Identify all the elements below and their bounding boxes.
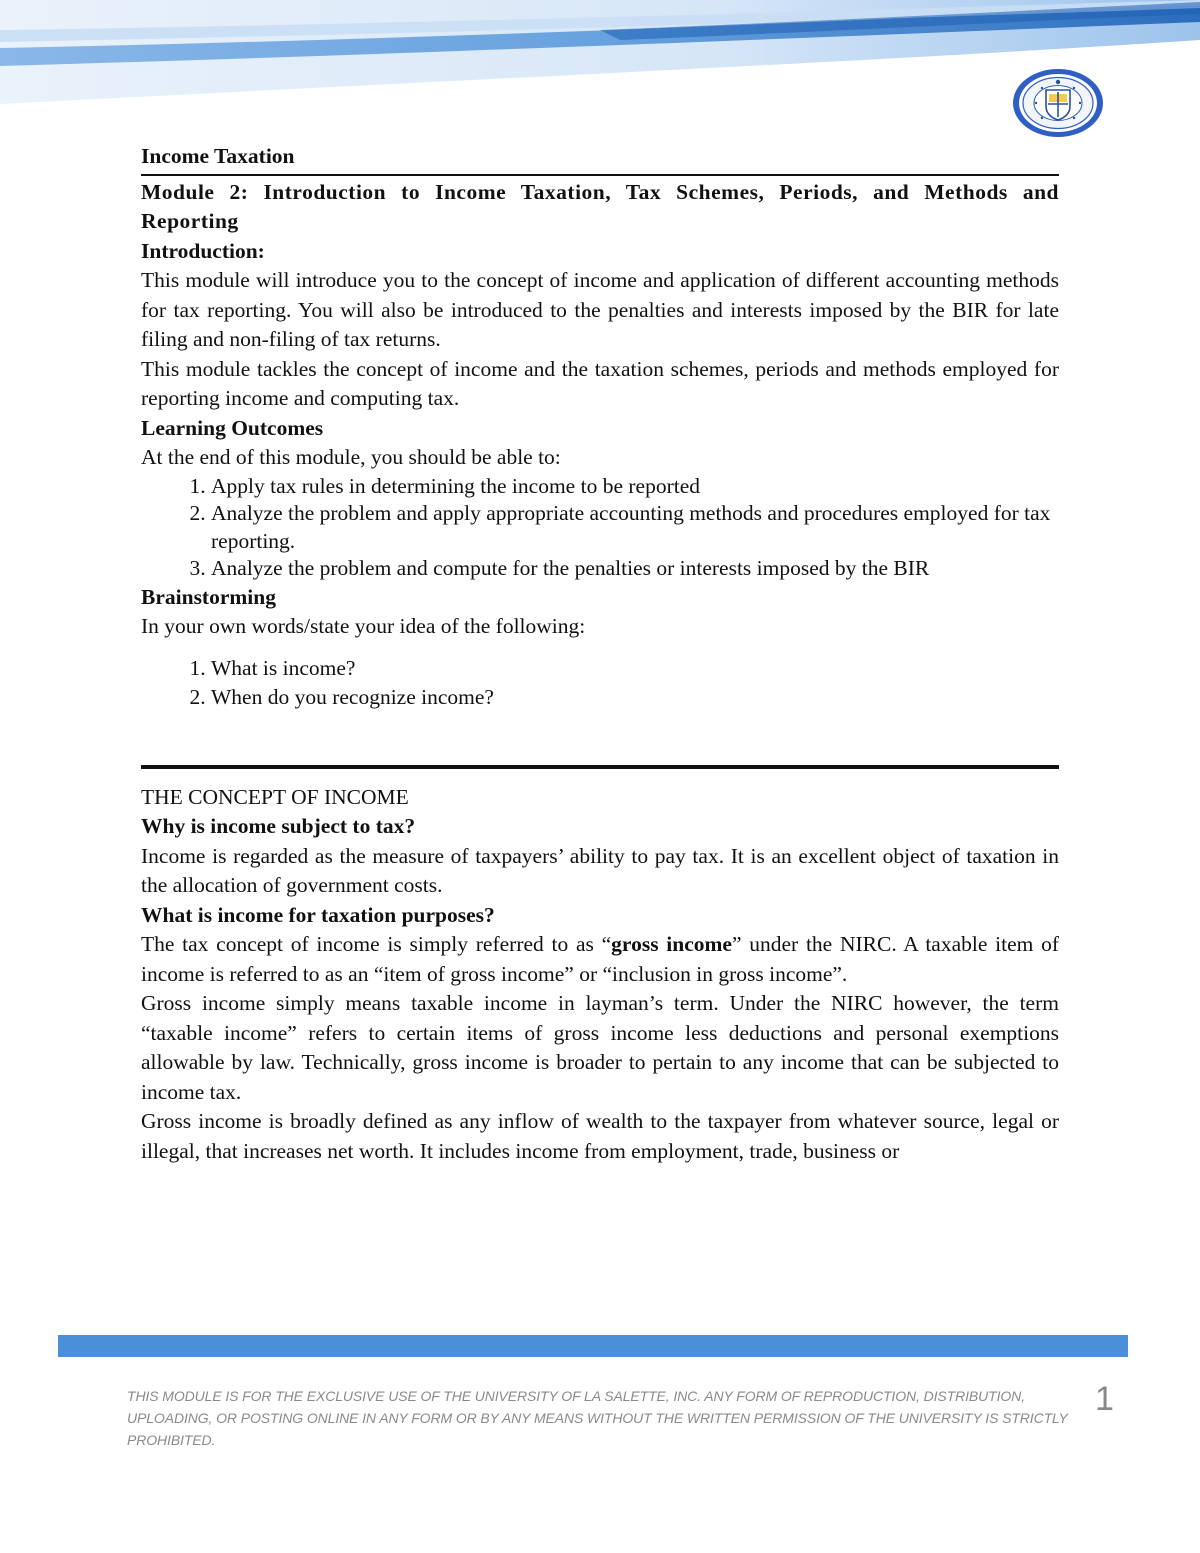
concept-heading: THE CONCEPT OF INCOME [141,784,409,809]
footer-bar [58,1335,1128,1357]
list-item: 3. Analyze the problem and compute for the penalties or interests imposed by the BIR [211,555,1059,583]
question-1: Why is income subject to tax? [141,814,416,838]
module-title: Module 2: Introduction to Income Taxation, Tax Schemes, Periods, and Methods and Reporting [141,179,1059,233]
concept-paragraph-4: Gross income is broadly defined as any inflow of wealth to the taxpayer from whatever source, legal or illegal, that increases net worth. It includes income from employment, trade, business or [141,1109,1059,1163]
university-seal-icon [1012,68,1104,138]
learning-outcomes-heading: Learning Outcomes [141,415,324,440]
brainstorming-list [141,654,1059,713]
answer-2 [141,930,1059,989]
answer-2-pre: The tax concept of income is simply referred to as “ [141,932,612,956]
page-number: 1 [1095,1380,1114,1418]
question-2: What is income for taxation purposes? [141,902,495,927]
title-rule [141,174,1059,176]
introduction-heading: Introduction: [141,238,265,263]
brainstorming-lead: In your own words/state your idea of the following: [141,614,586,638]
answer-2-post: ” under the NIRC. A taxable item of income is referred to as an “item of gross income” or “inclusion in gross income”. [141,932,1059,986]
list-item: 2. When do you recognize income? [211,683,1059,713]
learning-outcomes-lead: At the end of this module, you should be able to: [141,445,561,469]
list-item: 2. Analyze the problem and apply appropriate accounting methods and procedures employed for tax reporting. [211,500,1059,555]
list-item: 1. What is income? [211,654,1059,684]
learning-outcomes-list [141,473,1059,583]
concept-paragraph-3: Gross income simply means taxable income in layman’s term. Under the NIRC however, the term “taxable income” refers to certain items of gross income less deductions and personal exemptions allowable by law. Technically, gross income is broader to pertain to any income that can be subjected to income tax. [141,991,1059,1104]
introduction-paragraph-1: This module will introduce you to the concept of income and application of different accounting methods for tax reporting. You will also be introduced to the penalties and interests imposed by the BIR for late filing and non-filing of tax returns. [141,268,1059,351]
introduction-paragraph-2: This module tackles the concept of income and the taxation schemes, periods and methods employed for reporting income and computing tax. [141,356,1059,410]
document-body [141,142,1059,1166]
course-title: Income Taxation [141,144,295,168]
list-item: 1. Apply tax rules in determining the income to be reported [211,473,1059,501]
footer-notice: THIS MODULE IS FOR THE EXCLUSIVE USE OF THE UNIVERSITY OF LA SALETTE, INC. ANY FORM OF REPRODUCTION, DISTRIBUTION, UPLOADING, OR POSTING ONLINE IN ANY FORM OR BY ANY MEANS WITHOUT THE WRITTEN PERMISSION OF THE UNIVERSITY IS STRICTLY PROHIBITED. [127,1388,1068,1448]
section-divider [141,765,1059,769]
brainstorming-heading: Brainstorming [141,584,276,609]
answer-2-bold: gross income [611,932,732,956]
answer-1: Income is regarded as the measure of taxpayers’ ability to pay tax. It is an excellent object of taxation in the allocation of government costs. [141,843,1059,897]
